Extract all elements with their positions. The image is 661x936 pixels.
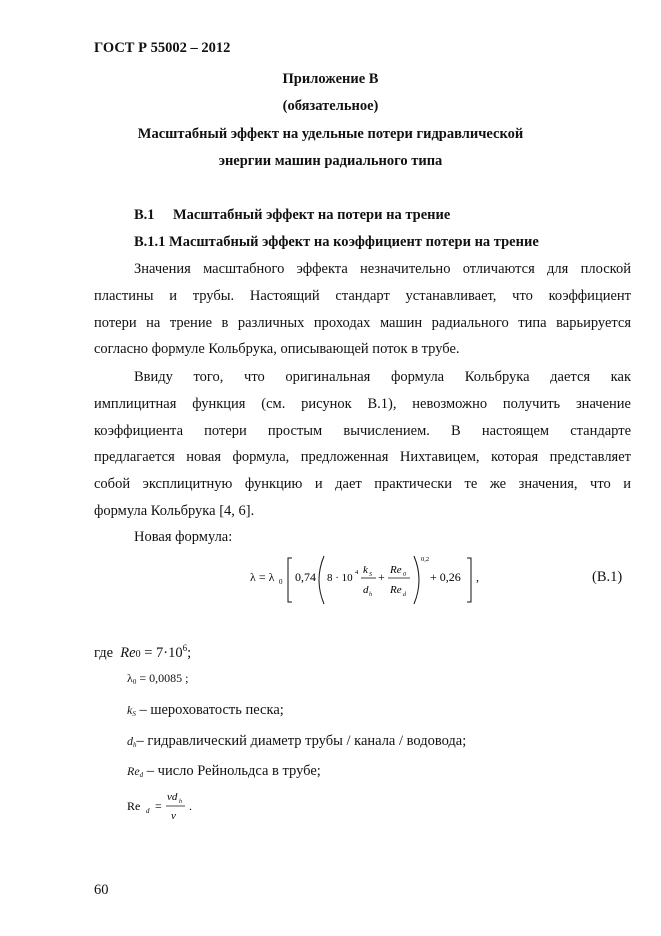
dh-desc: – гидравлический диаметр трубы / канала / водовода; bbox=[136, 733, 467, 749]
paragraph-1-line: пластины и трубы. Настоящий стандарт устанавливает, что коэффициент bbox=[94, 287, 631, 304]
formula-ks-sub: S bbox=[369, 572, 372, 578]
ks-desc: – шероховатость песка; bbox=[135, 702, 284, 718]
paragraph-2-line: формула Кольбрука [4, 6]. bbox=[94, 502, 255, 519]
formula-number: (В.1) bbox=[592, 569, 623, 585]
red-symbol: Re bbox=[127, 764, 140, 778]
page-number: 60 bbox=[94, 882, 109, 898]
formula-b1 bbox=[250, 550, 480, 610]
formula-c2: 8 · 10 bbox=[327, 572, 353, 584]
re-lhs-sub: d bbox=[146, 807, 150, 815]
lambda0-sub: 0 bbox=[132, 678, 137, 686]
lambda0-symbol: λ bbox=[127, 671, 133, 685]
new-formula-label: Новая формула: bbox=[134, 529, 233, 545]
where-re0 bbox=[94, 643, 191, 662]
where-ks bbox=[127, 701, 284, 719]
paragraph-2-line: предлагается новая формула, предложенная Нихтавицем, которая представляет bbox=[94, 449, 631, 466]
paragraph-2-line: собой эксплицитную функцию и дает практически те же значения, что и bbox=[94, 476, 631, 493]
paragraph-1-line: Значения масштабного эффекта незначительно отличаются для плоской bbox=[134, 261, 631, 277]
paragraph-2 bbox=[94, 364, 631, 525]
appendix-heading-line1: Масштабный эффект на удельные потери гидравлической bbox=[137, 126, 524, 142]
red-desc: – число Рейнольдса в трубе; bbox=[143, 763, 321, 779]
dh-sub: h bbox=[133, 741, 137, 749]
paragraph-2-line: имплицитная функция (см. рисунок В.1), невозможно получить значение bbox=[94, 395, 631, 412]
re-definition bbox=[125, 786, 205, 826]
where-label: где bbox=[94, 644, 114, 661]
where-lambda0 bbox=[127, 671, 188, 686]
formula-dh-sub: h bbox=[369, 592, 372, 598]
formula-c1: 0,74 bbox=[295, 570, 316, 584]
formula-power: 0,2 bbox=[421, 556, 430, 563]
formula-red: Re bbox=[390, 584, 402, 596]
paragraph-1-line: потери на трение в различных проходах машин радиального типа варьируется bbox=[94, 314, 631, 331]
where-red bbox=[127, 762, 321, 780]
left-bracket bbox=[288, 558, 292, 602]
re-den: ν bbox=[171, 810, 176, 822]
paragraph-2-line: Ввиду того, что оригинальная формула Кольбрука дается как bbox=[134, 369, 631, 385]
formula-lhs: λ = λ bbox=[250, 570, 275, 584]
re0-symbol: Re bbox=[120, 644, 136, 661]
re-lhs: Re bbox=[127, 799, 141, 813]
left-paren bbox=[319, 556, 324, 604]
appendix-status: (обязательное) bbox=[282, 98, 379, 114]
re0-sub: 0 bbox=[135, 648, 141, 660]
paragraph-1-line: согласно формуле Кольбрука, описывающей поток в трубе. bbox=[94, 341, 460, 358]
formula-exp4: 4 bbox=[355, 569, 359, 576]
ks-symbol: k bbox=[127, 703, 133, 717]
document-header: ГОСТ Р 55002 – 2012 bbox=[94, 40, 231, 56]
formula-lambda-sub: 0 bbox=[279, 578, 283, 586]
right-bracket bbox=[467, 558, 471, 602]
re-num-sub: h bbox=[179, 799, 182, 805]
formula-red-sub: d bbox=[403, 592, 406, 598]
appendix-heading-line2: энергии машин радиального типа bbox=[218, 153, 443, 169]
dh-symbol: d bbox=[127, 734, 133, 748]
re-num: vd bbox=[167, 791, 178, 803]
re0-value: = 7·10 bbox=[140, 644, 183, 661]
lambda0-value: = 0,0085 ; bbox=[136, 671, 189, 685]
formula-dh: d bbox=[363, 584, 369, 596]
formula-plus: + bbox=[378, 570, 385, 584]
re-eq: = bbox=[155, 799, 162, 813]
section-b1-title: Масштабный эффект на потери на трение bbox=[173, 207, 451, 223]
appendix-title: Приложение В bbox=[282, 71, 379, 87]
formula-re0-sub: 0 bbox=[403, 572, 406, 578]
red-sub: d bbox=[139, 771, 144, 779]
ks-sub: S bbox=[132, 710, 136, 718]
formula-ks: k bbox=[363, 564, 368, 576]
re-end: . bbox=[189, 799, 192, 813]
re0-end: ; bbox=[187, 644, 192, 661]
paragraph-1 bbox=[94, 256, 631, 363]
re0-exp: 6 bbox=[182, 643, 188, 653]
formula-re0: Re bbox=[390, 564, 402, 576]
formula-comma: , bbox=[476, 570, 479, 584]
where-dh bbox=[127, 732, 466, 750]
paragraph-2-line: коэффициента потери простым вычислением. В настоящем стандарте bbox=[94, 422, 631, 439]
section-b1-number: В.1 bbox=[134, 207, 155, 223]
formula-c3: + 0,26 bbox=[430, 570, 461, 584]
section-b11-title: В.1.1 Масштабный эффект на коэффициент потери на трение bbox=[134, 234, 539, 250]
right-paren bbox=[414, 556, 419, 604]
